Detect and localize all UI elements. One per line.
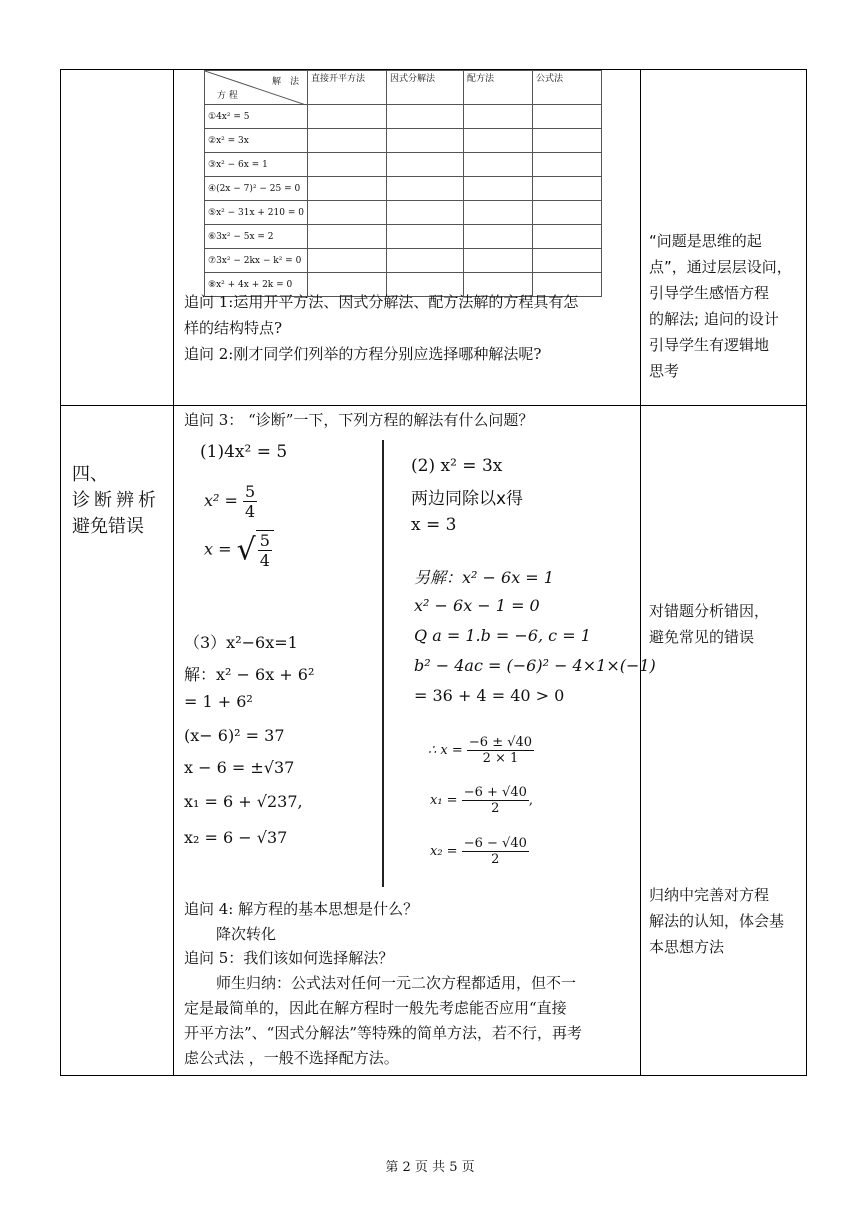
example-1-step2: x = √ $\frac{5}{4}$: [204, 530, 274, 570]
note-line: 引导学生有逻辑地: [649, 336, 770, 354]
fraction: $\frac{-6 - √40}{2}$: [463, 836, 527, 867]
note-line: 的解法; 追问的设计: [649, 310, 779, 328]
table-bottom-border: [60, 1075, 806, 1076]
table-row: [205, 105, 602, 129]
alt-formula-1: ∴ x = $\frac{-6 \pm √40}{2 \times 1}$: [428, 735, 533, 766]
examples-divider: [382, 440, 384, 887]
col-divider-2: [640, 69, 641, 1076]
equation-cell: ⑧x² + 4x + 2k = 0: [205, 273, 308, 297]
equation-cell: ④(2x − 7)² − 25 = 0: [205, 177, 308, 201]
table-left-border: [60, 69, 61, 1076]
alt-formula-3: x₂ = $\frac{-6 - √40}{2}$: [430, 836, 527, 867]
example-3-step4: x − 6 = ±√37: [184, 758, 295, 777]
question-3: 追问 3： “诊断”一下，下列方程的解法有什么问题？: [184, 411, 534, 429]
question-1-line2: 样的结构特点?: [184, 319, 283, 337]
table-row: [205, 249, 602, 273]
section2-note-2: [649, 882, 799, 960]
section-label: [72, 462, 160, 540]
equation-cell: ⑤x² − 31x + 210 = 0: [205, 201, 308, 225]
alt-formula-2: x₁ = $\frac{-6 + √40}{2}$ ,: [430, 785, 534, 816]
corner-top-label: 解 法: [271, 77, 299, 87]
note-line: “问题是思维的起: [649, 232, 762, 250]
col-divider-1: [173, 69, 174, 1076]
header-cell: 公式法: [532, 71, 601, 105]
equation-cell: ②x² = 3x: [205, 129, 308, 153]
example-3-step2: = 1 + 6²: [184, 692, 253, 711]
question-1-line1: 追问 1:运用开平方法、因式分解法、配方法解的方程具有怎: [184, 293, 579, 311]
methods-table: [204, 70, 602, 297]
table-row: [205, 177, 602, 201]
example-3-step6: x₂ = 6 − √37: [184, 828, 288, 847]
alt-step5: = 36 + 4 = 40 > 0: [414, 686, 565, 705]
note-line: 避免常见的错误: [649, 628, 755, 646]
corner-bottom-label: 方 程: [217, 91, 238, 101]
example-3-equation: （3）x²−6x=1: [184, 633, 298, 652]
page-footer: 第 2 页 共 5 页: [385, 1160, 475, 1175]
corner-cell: [205, 71, 308, 105]
table-row: [205, 225, 602, 249]
example-3-step1: 解：x² − 6x + 6²: [184, 665, 315, 684]
note-line: 对错题分析错因，: [649, 602, 770, 620]
summary-line1: 师生归纳：公式法对任何一元二次方程都适用，但不一: [216, 974, 577, 992]
question-2: 追问 2:刚才同学们列举的方程分别应选择哪种解法呢?: [184, 345, 542, 363]
header-cell: 因式分解法: [386, 71, 463, 105]
example-2-step1: 两边同除以x得: [411, 489, 524, 509]
note-line: 归纳中完善对方程: [649, 886, 770, 904]
section1-note: [649, 228, 799, 384]
summary-line2: 定是最简单的，因此在解方程时一般先考虑能否应用“直接: [184, 999, 567, 1017]
section2-note-1: [649, 598, 799, 650]
header-cell: 直接开平方法: [307, 71, 386, 105]
example-2-step2: x = 3: [411, 515, 457, 535]
example-3-step5: x₁ = 6 + √237,: [184, 792, 303, 811]
note-line: 思考: [649, 362, 680, 380]
equation-cell: ③x² − 6x = 1: [205, 153, 308, 177]
header-cell: 配方法: [463, 71, 532, 105]
table-row: [205, 201, 602, 225]
fraction: $\frac{5}{4}$: [245, 482, 256, 521]
equation-cell: ⑥3x² − 5x = 2: [205, 225, 308, 249]
section-title-line1: 诊断辨析: [72, 490, 160, 511]
example-2-equation: (2) x² = 3x: [411, 456, 503, 476]
row-divider: [60, 405, 806, 406]
table-row: [205, 129, 602, 153]
equation-cell: ①4x² = 5: [205, 105, 308, 129]
fraction: $\frac{-6 \pm √40}{2 \times 1}$: [468, 735, 533, 766]
alt-step2: x² − 6x − 1 = 0: [414, 596, 540, 615]
note-line: 解法的认知，体会基: [649, 912, 785, 930]
step-lhs: x² =: [204, 491, 238, 510]
note-line: 点”，通过层层设问，: [649, 258, 792, 276]
note-line: 本思想方法: [649, 938, 725, 956]
example-3-step3: (x− 6)² = 37: [184, 726, 285, 745]
example-1-equation: (1)4x² = 5: [200, 442, 288, 462]
step-lhs: x =: [204, 539, 232, 559]
fraction: $\frac{5}{4}$: [256, 530, 274, 570]
summary-line3: 开平方法”、“因式分解法”等特殊的简单方法，若不行，再考: [184, 1024, 583, 1042]
alt-step1: 另解：x² − 6x = 1: [414, 568, 554, 587]
answer-4: 降次转化: [216, 925, 277, 943]
table-row: [205, 153, 602, 177]
section-title-line2: 避免错误: [72, 516, 144, 537]
equation-cell: ⑦3x² − 2kx − k² = 0: [205, 249, 308, 273]
question-4: 追问 4: 解方程的基本思想是什么？: [184, 900, 419, 918]
note-line: 引导学生感悟方程: [649, 284, 770, 302]
fraction: $\frac{-6 + √40}{2}$: [463, 785, 527, 816]
alt-step3: Q a = 1.b = −6, c = 1: [414, 626, 591, 645]
alt-step4: b² − 4ac = (−6)² − 4×1×(−1): [414, 656, 656, 675]
table-right-border: [806, 69, 807, 1076]
section-number: 四、: [72, 464, 108, 485]
question-5: 追问 5：我们该如何选择解法？: [184, 949, 394, 967]
example-1-step1: [204, 482, 257, 521]
summary-line4: 虑公式法 ，一般不选择配方法。: [184, 1049, 399, 1067]
